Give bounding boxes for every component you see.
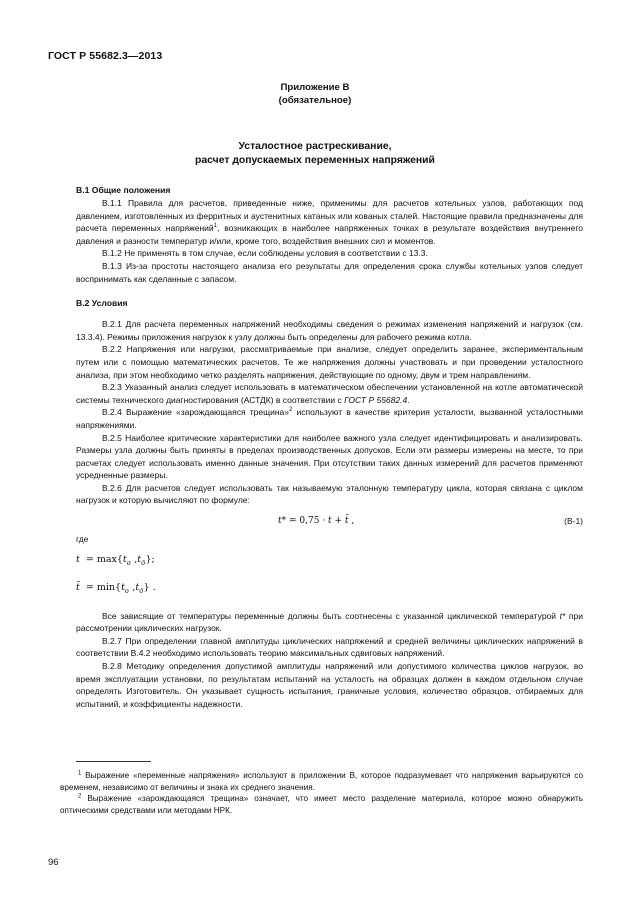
paragraph-text: В.2.3 Указанный анализ следует использовать в математическом обеспечении установленной на котле автоматической системы технического диагностирования (АСТДК) в соответствии с <box>76 382 583 405</box>
paragraph-text: , возникающих в наиболее напряженных точках в результате воздействия внутреннего давления и разности температур и/или, кроме того, воздействия внешних сил и моментов. <box>76 223 583 246</box>
footnote-mark: 2 <box>78 793 82 800</box>
paragraph-b2-5: В.2.5 Наиболее критические характеристики для наиболее важного узла следует идентифицировать и анализировать. Размеры узла должны быть приняты в пределах производственных допусков. Если эти размеры измерены на месте, то при расчетах следует использовать именно данные значения. При отсутствии таких данных измерений для расчетов применяют усредненные размеры. <box>76 432 583 481</box>
standard-reference: ГОСТ Р 55682.4 <box>344 394 408 405</box>
footnote-text: Выражение «переменные напряжения» используют в приложении В, которое подразумевает что напряжения варьируются со временем, независимо от величины и знака их среднего значения. <box>60 771 583 792</box>
appendix-title: Приложение В <box>280 82 350 93</box>
appendix-heading <box>0 81 630 107</box>
main-title-line1: Усталостное растрескивание, <box>238 141 392 152</box>
doc-header: ГОСТ Р 55682.3—2013 <box>48 50 163 62</box>
main-title-line2: расчет допускаемых переменных напряжений <box>195 155 435 166</box>
section-heading-conditions: В.2 Условия <box>76 298 128 309</box>
formula-number: (В-1) <box>564 516 583 527</box>
footnote-divider <box>76 761 151 762</box>
appendix-status: (обязательное) <box>278 95 352 106</box>
main-title <box>0 140 630 168</box>
paragraph-b1-1 <box>76 197 583 247</box>
paragraph-b2-3 <box>76 381 583 406</box>
paragraph-text: В.1.1 Правила для расчетов, приведенные ниже, применимы для расчетов котельных узлов, работающих под давлением, изготовленных из ферритных и аустенитных катаных или кованых сталей. Настоящие правила предназначены для расчета переменных напряжений <box>76 198 583 234</box>
paragraph-text: используют в качестве критерия усталости, вызванной усталостными напряжениями. <box>76 407 583 430</box>
footnote-1 <box>60 770 583 793</box>
paragraph-temp-vars <box>76 610 583 635</box>
variable-t-star: t* <box>559 610 566 621</box>
paragraph-b2-1: В.2.1 Для расчета переменных напряжений необходимы сведения о режимах изменения напряжений и нагрузок (см. 13.3.4). Режимы приложения нагрузок к узлу должны быть определены для рабочего режима котла. <box>76 319 583 342</box>
where-label: где <box>76 534 89 545</box>
paragraph-b2-7: В.2.7 При определении главной амплитуды циклических напряжений и средней величины циклических напряжений в соответствии В.4.2 необходимо использовать теорию максимальных сдвиговых напряжений. <box>76 635 583 659</box>
document-body <box>76 184 583 710</box>
paragraph-text: . <box>407 394 410 405</box>
paragraph-b2-2: В.2.2 Напряжения или нагрузки, рассматриваемые при анализе, следует определить заранее, экспериментальным путем или с помощью математических расчетов. Те же напряжения должны участвовать и при проведении усталостного анализа, при этом необходимо четко разделять напряжения, действующие по одному, двум и трем направлениям. <box>76 344 583 380</box>
footnote-mark: 1 <box>78 770 82 777</box>
paragraph-text: В.2.4 Выражение «зарождающаяся трещина» <box>102 407 289 418</box>
paragraph-text: Все зависящие от температуры переменные должны быть соотнесены с указанной циклической температурой <box>102 610 560 621</box>
paragraph-b2-8: В.2.8 Методику определения допустимой амплитуды напряжений или допустимого количества циклов нагрузок, во время эксплуатации установки, по результатам испытаний на усталость на образцах должен в каждом отдельном случае определять Изготовитель. Он указывает сущность испытания, граничные условия, количество образцов, отбираемых для испытаний, и коэффициенты надежности. <box>76 661 583 709</box>
page-number: 96 <box>48 857 59 868</box>
paragraph-text: при рассмотрении циклических нагрузок. <box>76 610 583 634</box>
formula-t-max: $t = \max\{t_\sigma$ $,t_{\sigmā}$}; <box>76 553 155 567</box>
paragraph-b2-6: В.2.6 Для расчетов следует использовать так называемую эталонную температуру цикла, которая связана с циклом нагрузок и которую вычисляют по формуле: <box>76 482 583 506</box>
footnote-2 <box>60 793 583 816</box>
footnotes <box>60 770 583 816</box>
paragraph-b2-4 <box>76 406 583 431</box>
section-heading-general: В.1 Общие положения <box>76 185 171 195</box>
paragraph-b1-3: В.1.3 Из-за простоты настоящего анализа его результаты для определения срока службы котельных узлов следует воспринимать как сделанные с запасом. <box>76 260 583 284</box>
footnote-text: Выражение «зарождающаяся трещина» означает, что имеет место разделение материала, которое можно обнаружить оптическими средствами или методами НРК. <box>60 794 583 815</box>
footnote-ref: 2 <box>288 407 293 414</box>
formula-t-min: t̄ = $\min\{t_\sigma$ $,t_{\sigmā}$} . <box>76 581 156 595</box>
formula-expression: t* = 0,75 · t + t̄ , <box>278 516 355 527</box>
formula-b1 <box>76 515 583 533</box>
footnote-ref: 1 <box>213 223 218 230</box>
paragraph-b1-2: В.1.2 Не применять в том случае, если соблюдены условия в соответствии с 13.3. <box>102 248 428 259</box>
